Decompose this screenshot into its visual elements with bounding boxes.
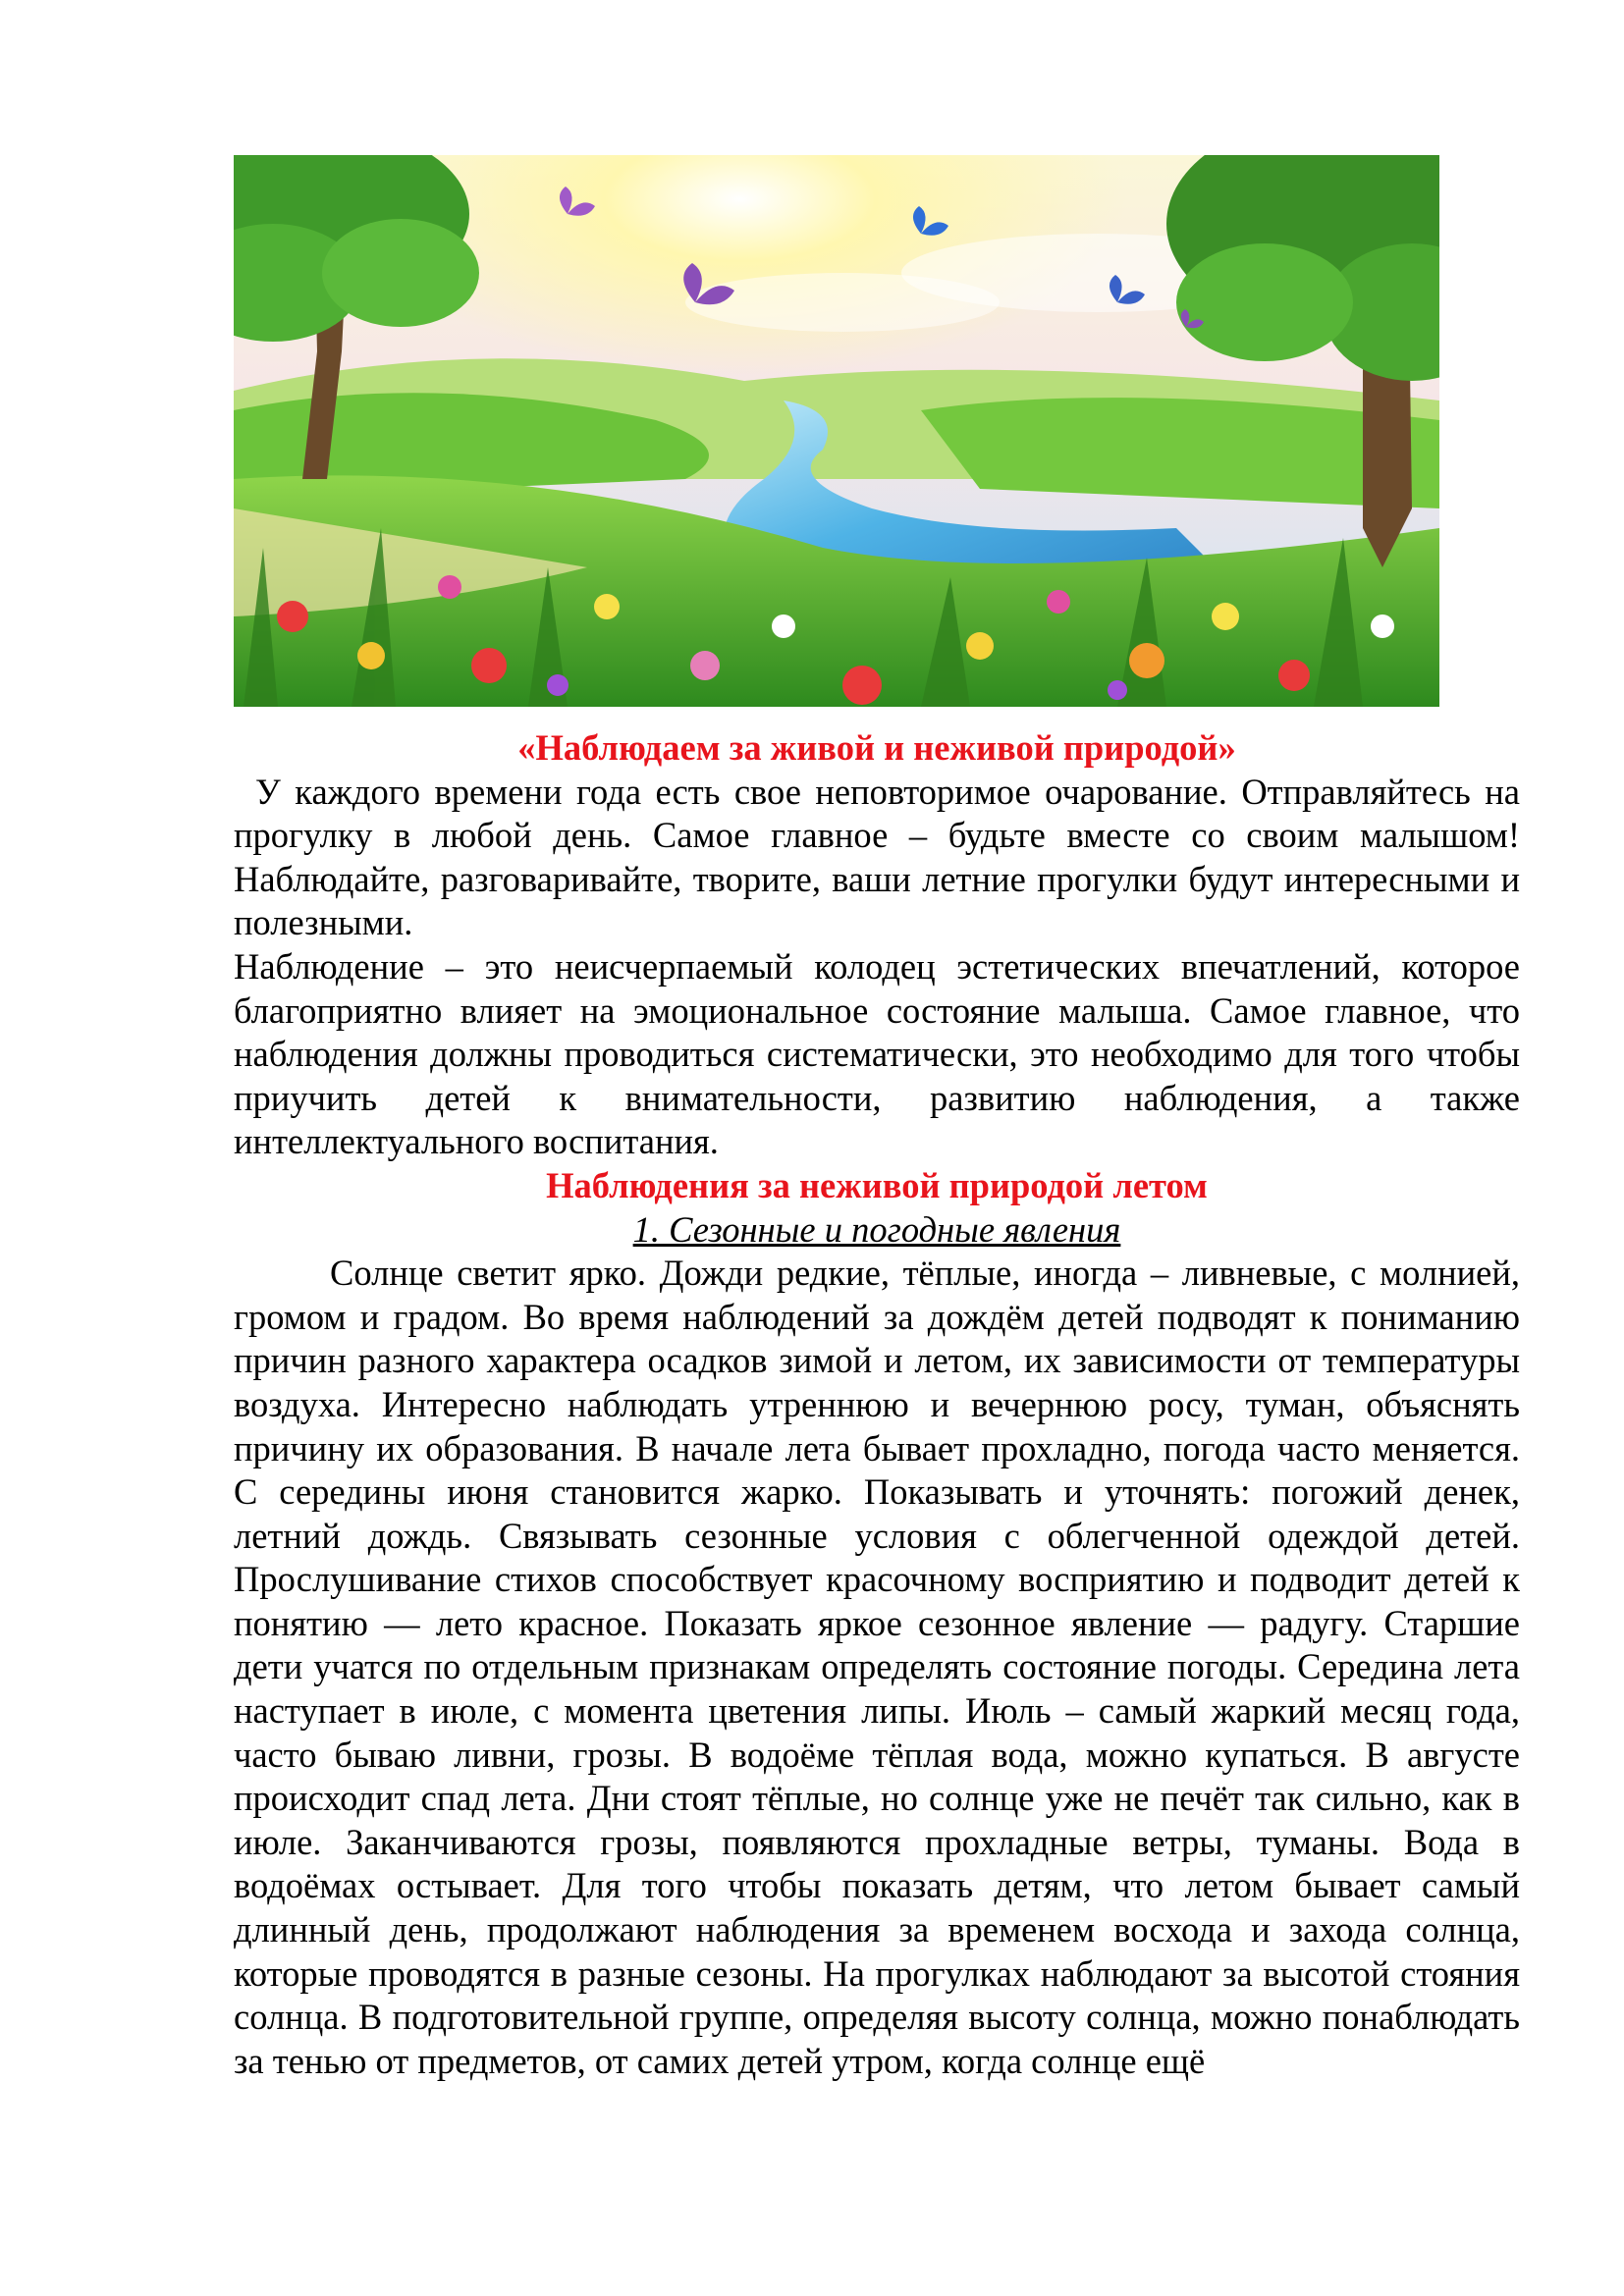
body-paragraph: Солнце светит ярко. Дожди редкие, тёплые, иногда – ливневые, с молнией, громом и градом. Во время наблюдений за дождём детей подводят к пониманию причин разного характера осадков зимой и летом, их зависимости от температуры воздуха. Интересно наблюдать утреннюю и вечернюю росу, туман, объяснять причину их образования. В начале лета бывает прохладно, погода часто меняется. С середины июня становится жарко. Показывать и уточнять: погожий денек, летний дождь. Связывать сезонные условия с облегченной одеждой детей. Прослушивание стихов способствует красочному восприятию и подводит детей к понятию — лето красное. Показать яркое сезонное явление — радугу. Старшие дети учатся по отдельным признакам определять состояние погоды. Середина лета наступает в июле, с момента цветения липы. Июль – самый жаркий месяц года, часто бываю ливни, грозы. В водоёме тёплая вода, можно купаться. В августе происходит спад лета. Дни стоят тёплые, но солнце уже не печёт так сильно, как в июле. Заканчиваются грозы, появляются прохладные ветры, туманы. Вода в водоёмах остывает. Для того чтобы показать детям, что летом бывает самый длинный день, продолжают наблюдения за временем восхода и захода солнца, которые проводятся в разные сезоны. На прогулках наблюдают за высотой стояния солнца. В подготовительной группе, определяя высоту солнца, можно понаблюдать за тенью от предметов, от самих детей утром, когда солнце ещё — [234, 1253, 1520, 2081]
summer-landscape-illustration — [234, 155, 1439, 707]
subsection-heading: 1. Сезонные и погодные явления — [632, 1208, 1121, 1250]
intro-paragraph-2: Наблюдение – это неисчерпаемый колодец эстетических впечатлений, которое благоприятно влияет на эмоциональное состояние малыша. Самое главное, что наблюдения должны проводиться систематически, это необходимо для того чтобы приучить детей к внимательности, развитию наблюдения, а также интеллектуального воспитания. — [234, 945, 1520, 1162]
section-heading: Наблюдения за неживой природой летом — [546, 1164, 1208, 1205]
article-text — [234, 726, 1520, 2083]
intro-paragraph-1: У каждого времени года есть свое неповторимое очарование. Отправляйтесь на прогулку в любой день. Самое главное – будьте вместе со своим малышом! Наблюдайте, разговаривайте, творите, ваши летние прогулки будут интересными и полезными. — [234, 771, 1520, 943]
document-title: «Наблюдаем за живой и неживой природой» — [517, 727, 1236, 768]
